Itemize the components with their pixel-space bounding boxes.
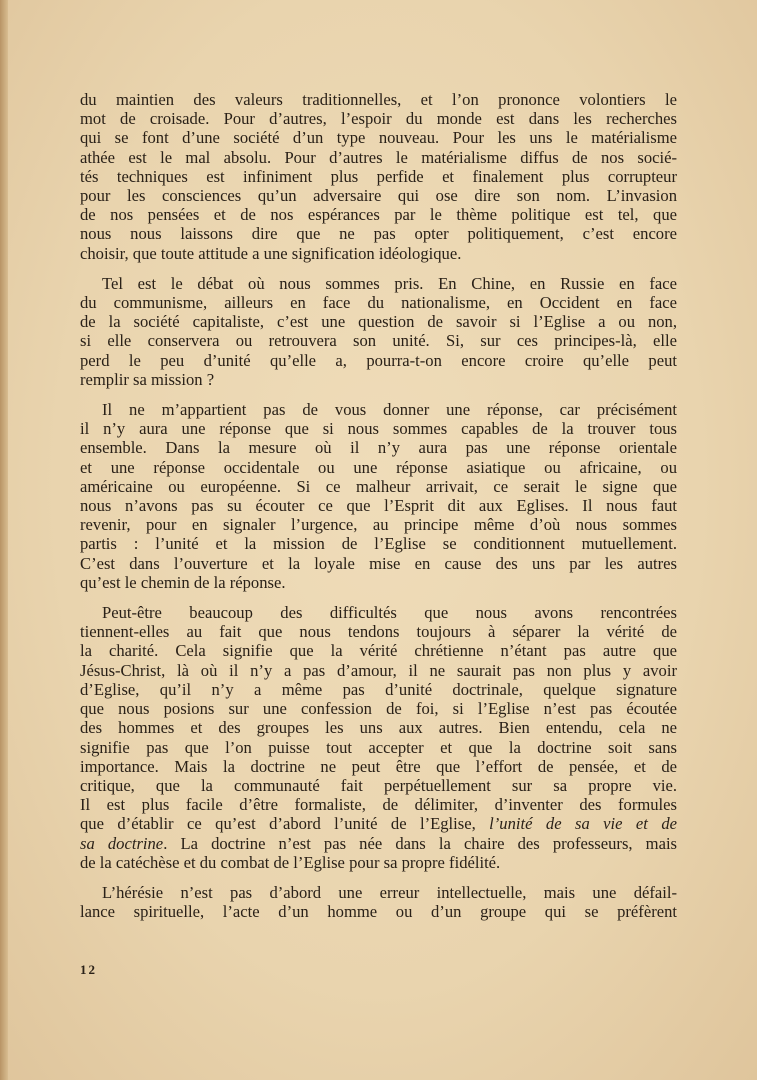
text-segment: que d’établir ce qu’est d’abord l’unité de l’Eglise, <box>80 814 490 834</box>
text-segment: . La doctrine n’est pas née dans la chaire des professeurs, mais <box>163 833 678 853</box>
paragraph-2 <box>80 274 677 389</box>
text-line: et une réponse occidentale ou une réponse asiatique ou africaine, ou <box>80 457 677 477</box>
paragraph-5 <box>80 883 677 921</box>
text-line: il n’y aura une réponse que si nous sommes capables de la trouver tous <box>80 419 677 439</box>
paragraph-4 <box>80 603 677 872</box>
text-line: choisir, que toute attitude a une signification idéologique. <box>80 243 462 263</box>
text-line: de la catéchèse et du combat de l’Eglise pour sa propre fidélité. <box>80 852 501 872</box>
text-line: athée est le mal absolu. Pour d’autres le matérialisme diffus de nos socié- <box>80 147 677 167</box>
text-line: ensemble. Dans la mesure où il n’y aura pas une réponse orientale <box>80 438 677 458</box>
text-line: si elle conservera ou retrouvera son unité. Si, sur ces principes-là, elle <box>80 331 677 351</box>
text-line: la charité. Cela signifie que la vérité chrétienne n’étant pas autre que <box>80 641 677 661</box>
text-line: qui se font d’une société d’un type nouveau. Pour les uns le matérialisme <box>80 128 677 148</box>
text-line: qu’est le chemin de la réponse. <box>80 572 286 592</box>
text-line: du communisme, ailleurs en face du nationalisme, en Occident en face <box>80 293 677 313</box>
text-line: de nos pensées et de nos espérances par le thème politique est tel, que <box>80 205 677 225</box>
text-line: d’Eglise, qu’il n’y a même pas d’unité doctrinale, quelque signature <box>80 679 677 699</box>
text-line: lance spirituelle, l’acte d’un homme ou d’un groupe qui se préfèrent <box>80 902 677 922</box>
italic-phrase: sa doctrine <box>80 833 164 853</box>
text-line: signifie pas que l’on puisse tout accepter et que la doctrine soit sans <box>80 737 677 757</box>
text-line: L’hérésie n’est pas d’abord une erreur intellectuelle, mais une défail- <box>102 882 677 902</box>
text-line <box>80 814 677 833</box>
text-line: importance. Mais la doctrine ne peut être que l’effort de pensée, et de <box>80 756 677 776</box>
text-line: tiennent-elles au fait que nous tendons toujours à séparer la vérité de <box>80 622 677 642</box>
text-line: revenir, pour en signaler l’urgence, au principe même d’où nous sommes <box>80 515 677 535</box>
text-line: nous nous laissons dire que ne pas opter politiquement, c’est encore <box>80 224 677 244</box>
paragraph-3 <box>80 400 677 592</box>
text-line: partis : l’unité et la mission de l’Eglise se conditionnent mutuellement. <box>80 534 677 554</box>
text-line: Peut-être beaucoup des difficultés que nous avons rencontrées <box>102 603 677 623</box>
text-line: du maintien des valeurs traditionnelles, et l’on prononce volontiers le <box>80 90 677 109</box>
text-line: pour les consciences qu’un adversaire qui ose dire son nom. L’invasion <box>80 186 677 206</box>
text-line: Il est plus facile d’être formaliste, de délimiter, d’inventer des formules <box>80 795 677 815</box>
text-line: mot de croisade. Pour d’autres, l’espoir du monde est dans les recherches <box>80 109 677 129</box>
text-line: tés techniques est infiniment plus perfide et finalement plus corrupteur <box>80 166 677 186</box>
text-line: Tel est le débat où nous sommes pris. En Chine, en Russie en face <box>102 273 677 293</box>
text-line <box>80 834 677 853</box>
paragraph-1 <box>80 90 677 263</box>
text-line: perd le peu d’unité qu’elle a, pourra-t-on encore croire qu’elle peut <box>80 350 677 370</box>
text-line: Il ne m’appartient pas de vous donner une réponse, car précisément <box>102 400 677 420</box>
page-binding-edge <box>0 0 8 1080</box>
text-line: nous n’avons pas su écouter ce que l’Esprit dit aux Eglises. Il nous faut <box>80 496 677 516</box>
text-line: C’est dans l’ouverture et la loyale mise en cause des uns par les autres <box>80 553 677 573</box>
page-number: 12 <box>80 962 97 977</box>
text-line: Jésus-Christ, là où il n’y a pas d’amour, il ne saurait pas non plus y avoir <box>80 660 677 680</box>
body-text <box>80 90 677 932</box>
text-line: que nous posions sur une confession de foi, si l’Eglise n’est pas écoutée <box>80 699 677 719</box>
text-line: de la société capitaliste, c’est une question de savoir si l’Eglise a ou non, <box>80 312 677 332</box>
text-line: critique, que la communauté fait perpétuellement sur sa propre vie. <box>80 775 677 795</box>
text-line: américaine ou européenne. Si ce malheur arrivait, ce serait le signe que <box>80 476 677 496</box>
italic-phrase: l’unité de sa vie et de <box>489 814 677 834</box>
text-line: remplir sa mission ? <box>80 369 215 389</box>
text-line: des hommes et des groupes les uns aux autres. Bien entendu, cela ne <box>80 718 677 738</box>
